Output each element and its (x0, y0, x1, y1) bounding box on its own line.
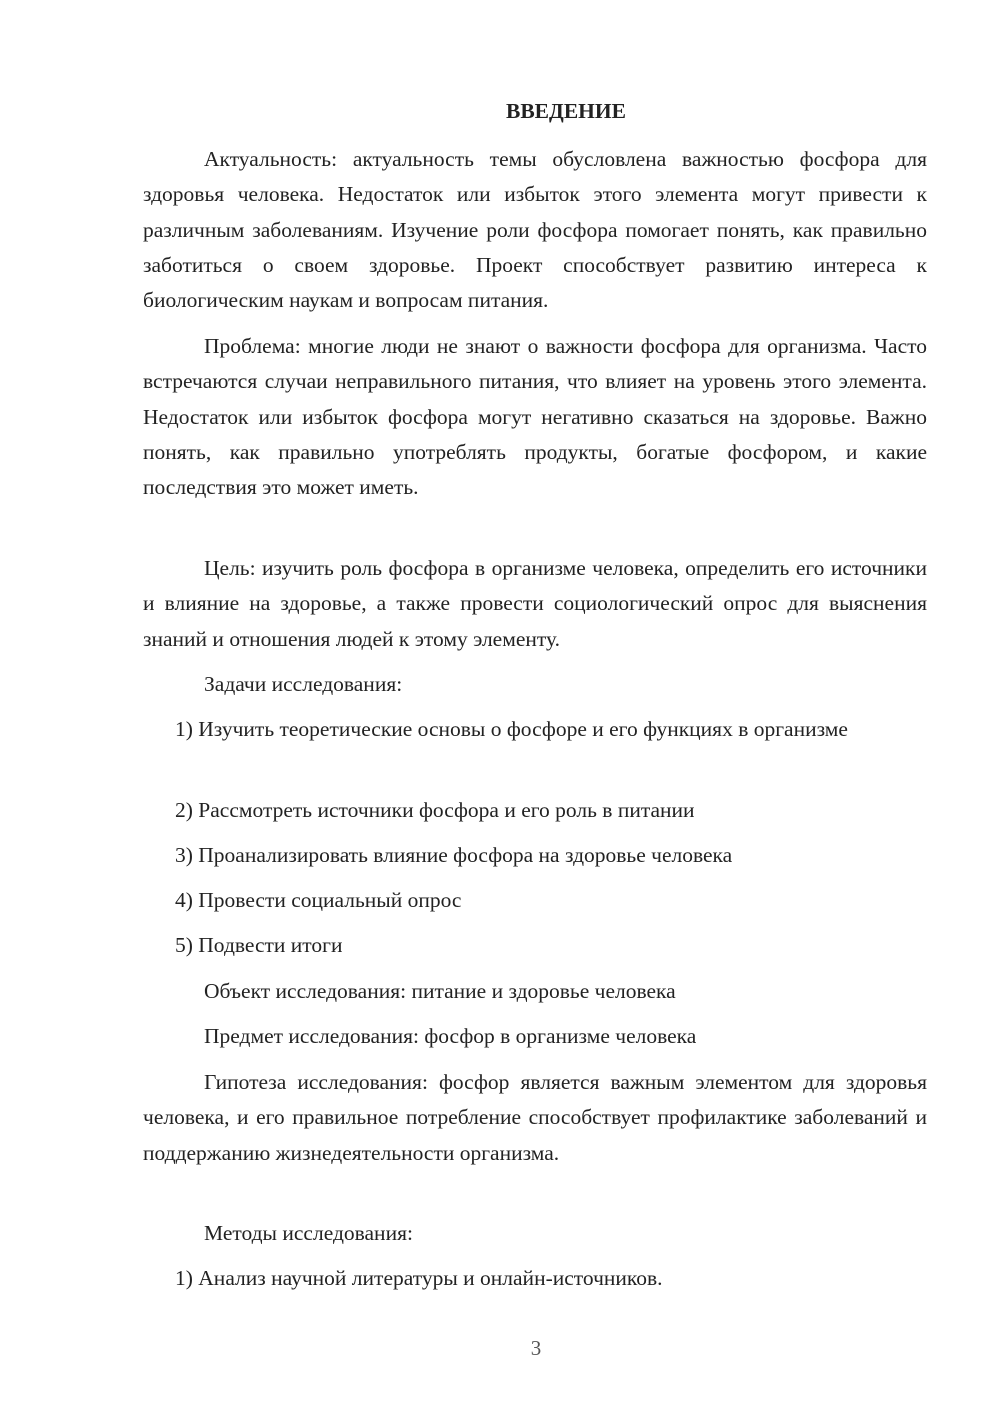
research-subject: Предмет исследования: фосфор в организме человека (204, 1024, 697, 1048)
problem-paragraph: Проблема: многие люди не знают о важности фосфора для организма. Часто встречаются случаи неправильного питания, что влияет на уровень этого элемента. Недостаток или избыток фосфора могут негативно сказаться на здоровье. Важно понять, как правильно употреблять продукты, богатые фосфором, и какие последствия это может иметь. (143, 334, 927, 500)
task-item-3: 3) Проанализировать влияние фосфора на здоровье человека (175, 843, 733, 867)
task-item-1: 1) Изучить теоретические основы о фосфоре и его функциях в организме (175, 717, 848, 741)
method-item-1: 1) Анализ научной литературы и онлайн-источников. (175, 1266, 663, 1290)
relevance-paragraph: Актуальность: актуальность темы обусловлена важностью фосфора для здоровья человека. Недостаток или избыток этого элемента могут привести к различным заболеваниям. Изучение роли фосфора помогает понять, как правильно заботиться о своем здоровье. Проект способствует развитию интереса к биологическим наукам и вопросам питания. (143, 147, 927, 313)
hypothesis-paragraph: Гипотеза исследования: фосфор является важным элементом для здоровья человека, и его правильное потребление способствует профилактике заболеваний и поддержанию жизнедеятельности организма. (143, 1070, 927, 1165)
goal-paragraph: Цель: изучить роль фосфора в организме человека, определить его источники и влияние на здоровье, а также провести социологический опрос для выяснения знаний и отношения людей к этому элементу. (143, 556, 927, 651)
research-object: Объект исследования: питание и здоровье человека (204, 979, 676, 1003)
section-title-text: ВВЕДЕНИЕ (506, 99, 626, 123)
task-item-5: 5) Подвести итоги (175, 933, 343, 957)
tasks-heading: Задачи исследования: (204, 672, 403, 696)
task-item-4: 4) Провести социальный опрос (175, 888, 462, 912)
methods-heading: Методы исследования: (204, 1221, 413, 1245)
page-number: 3 (530, 1336, 542, 1360)
task-item-2: 2) Рассмотреть источники фосфора и его роль в питании (175, 798, 695, 822)
